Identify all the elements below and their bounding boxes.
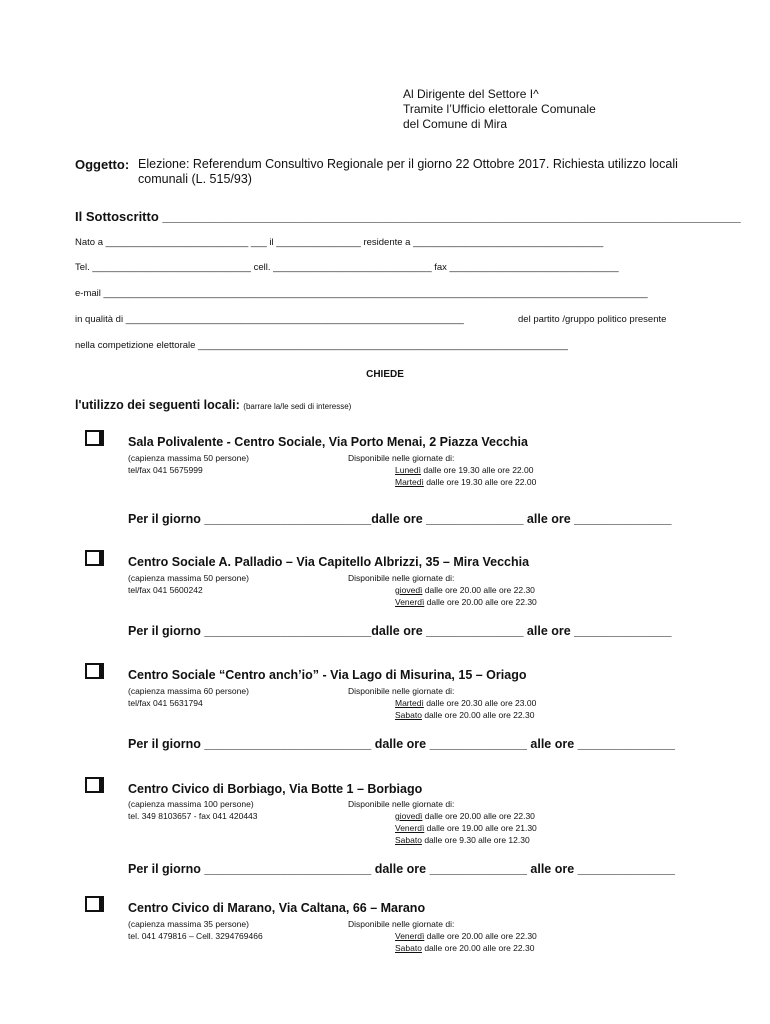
per-giorno-4[interactable]: Per il giorno ________________________ dalle ore ______________ alle ore ______________ [128, 862, 675, 876]
venue-5-day-2: Sabato dalle ore 20.00 alle ore 22.30 [395, 943, 535, 953]
venue-1-day-2: Martedì dalle ore 19.30 alle ore 22.00 [395, 477, 537, 487]
venue-2-days [395, 584, 537, 608]
venue-4-day-2: Venerdì dalle ore 19.00 alle ore 21.30 [395, 823, 537, 833]
recipient-line-1: Al Dirigente del Settore I^ [403, 87, 539, 101]
venue-4-days [395, 810, 537, 846]
venue-1-day-2-name: Martedì [395, 477, 424, 487]
venue-1-disp: Disponibile nelle giornate di: [348, 453, 455, 463]
venue-5-days [395, 930, 537, 954]
venue-3-info [128, 685, 249, 709]
venue-1-contact: tel/fax 041 5675999 [128, 465, 203, 475]
venue-2-title: Centro Sociale A. Palladio – Via Capitello Albrizzi, 35 – Mira Vecchia [128, 555, 530, 569]
checkbox-venue-1[interactable] [85, 430, 101, 446]
venue-4-title: Centro Civico di Borbiago, Via Botte 1 – Borbiago [128, 782, 423, 796]
competizione-field[interactable]: nella competizione elettorale ______________________________________________________________________ [75, 340, 568, 351]
venue-5-day-1: Venerdì dalle ore 20.00 alle ore 22.30 [395, 931, 537, 941]
venue-5-title: Centro Civico di Marano, Via Caltana, 66 – Marano [128, 901, 426, 915]
venue-4-info [128, 798, 258, 822]
venue-3-title: Centro Sociale “Centro anch’io” - Via Lago di Misurina, 15 – Oriago [128, 668, 527, 682]
recipient-line-2: Tramite l’Ufficio elettorale Comunale [403, 102, 596, 116]
qualita-field[interactable]: in qualità di ________________________________________________________________ [75, 314, 464, 325]
venue-1-title: Sala Polivalente - Centro Sociale, Via Porto Menai, 2 Piazza Vecchia [128, 435, 528, 449]
venue-5-contact: tel. 041 479816 – Cell. 3294769466 [128, 931, 263, 941]
venue-5-info [128, 918, 263, 942]
checkbox-venue-2[interactable] [85, 550, 101, 566]
venue-2-capacity: (capienza massima 50 persone) [128, 573, 249, 583]
venue-1-info [128, 452, 249, 476]
venue-2-info [128, 572, 249, 596]
venue-1-day-1-name: Lunedì [395, 465, 421, 475]
venue-3-capacity: (capienza massima 60 persone) [128, 686, 249, 696]
venue-1-capacity: (capienza massima 50 persone) [128, 453, 249, 463]
venue-2-day-2: Venerdì dalle ore 20.00 alle ore 22.30 [395, 597, 537, 607]
venue-3-day-2: Sabato dalle ore 20.00 alle ore 22.30 [395, 710, 535, 720]
utilizzo-heading [75, 398, 351, 412]
per-giorno-3[interactable]: Per il giorno ________________________ dalle ore ______________ alle ore ______________ [128, 737, 675, 751]
oggetto-label: Oggetto: [75, 157, 130, 172]
venue-4-contact: tel. 349 8103657 - fax 041 420443 [128, 811, 258, 821]
sottoscritto-field[interactable] [75, 209, 741, 224]
per-giorno-2[interactable]: Per il giorno ________________________dalle ore ______________ alle ore ______________ [128, 624, 672, 638]
venue-1-days [395, 464, 536, 488]
venue-3-contact: tel/fax 041 5631794 [128, 698, 203, 708]
venue-5-capacity: (capienza massima 35 persone) [128, 919, 249, 929]
venue-5-disp: Disponibile nelle giornate di: [348, 919, 455, 929]
checkbox-venue-4[interactable] [85, 777, 101, 793]
venue-3-days [395, 697, 536, 721]
venue-4-day-1: giovedì dalle ore 20.00 alle ore 22.30 [395, 811, 535, 821]
venue-2-day-1: giovedì dalle ore 20.00 alle ore 22.30 [395, 585, 535, 595]
venue-4-day-3: Sabato dalle ore 9.30 alle ore 12.30 [395, 835, 530, 845]
tel-field[interactable]: Tel. ______________________________ cell. ______________________________ fax ________________________________ [75, 262, 619, 273]
partito-text: del partito /gruppo politico presente [518, 314, 667, 325]
utilizzo-note: (barrare la/le sedi di interesse) [243, 402, 352, 411]
chiede-heading: CHIEDE [366, 369, 404, 380]
venue-1-day-1: Lunedì dalle ore 19.30 alle ore 22.00 [395, 465, 534, 475]
checkbox-venue-3[interactable] [85, 663, 101, 679]
nato-field[interactable]: Nato a ___________________________ ___ il ________________ residente a ____________________________________ [75, 237, 604, 248]
sottoscritto-text: Il Sottoscritto ________________________________________________________________________________ [75, 209, 741, 224]
utilizzo-label: l'utilizzo dei seguenti locali: [75, 398, 240, 412]
per-giorno-1[interactable]: Per il giorno ________________________dalle ore ______________ alle ore ______________ [128, 512, 672, 526]
checkbox-venue-5[interactable] [85, 896, 101, 912]
venue-3-disp: Disponibile nelle giornate di: [348, 686, 455, 696]
venue-4-disp: Disponibile nelle giornate di: [348, 799, 455, 809]
recipient-line-3: del Comune di Mira [403, 117, 508, 131]
oggetto-text: Elezione: Referendum Consultivo Regionale per il giorno 22 Ottobre 2017. Richiesta utilizzo locali comunali (L. 515/93) [138, 157, 678, 186]
venue-2-disp: Disponibile nelle giornate di: [348, 573, 455, 583]
venue-4-capacity: (capienza massima 100 persone) [128, 799, 254, 809]
recipient-address [403, 87, 596, 132]
venue-3-day-1: Martedì dalle ore 20.30 alle ore 23.00 [395, 698, 537, 708]
venue-2-contact: tel/fax 041 5600242 [128, 585, 203, 595]
email-field[interactable]: e-mail _______________________________________________________________________________________________________ [75, 288, 648, 299]
